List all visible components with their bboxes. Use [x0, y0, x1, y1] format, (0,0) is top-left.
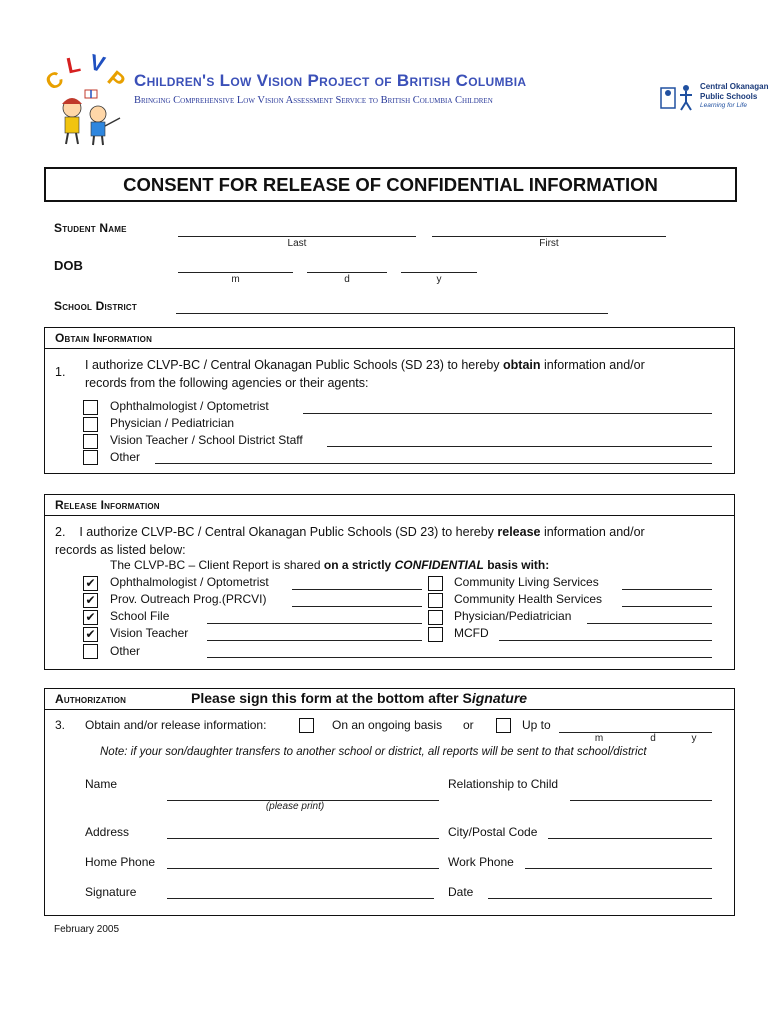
obtain-checkbox-other[interactable]: [83, 450, 98, 465]
student-first-name-field[interactable]: [432, 236, 666, 237]
obtain-field-ophthalmologist[interactable]: [303, 413, 712, 414]
clvp-logo: [40, 48, 130, 148]
transfer-note: Note: if your son/daughter transfers to another school or district, all reports will be sent to that school/district: [100, 746, 647, 758]
release-label-physician: Physician/Pediatrician: [454, 609, 572, 623]
release-field-mcfd[interactable]: [499, 640, 712, 641]
dob-d-caption: d: [344, 274, 350, 285]
authorization-heading-bar: [45, 689, 734, 710]
ongoing-basis-checkbox[interactable]: [299, 718, 314, 733]
release-checkbox-school-file[interactable]: ✔: [83, 610, 98, 625]
org-subtitle: Bringing Comprehensive Low Vision Assessment Service to British Columbia Children: [134, 95, 493, 106]
shared-text-bold2: basis with:: [483, 558, 550, 572]
release-text-post: information and/or: [540, 525, 645, 539]
city-field[interactable]: [548, 838, 712, 839]
obtain-checkbox-ophthalmologist[interactable]: [83, 400, 98, 415]
date-field[interactable]: [488, 898, 712, 899]
authorization-heading: Authorization: [55, 692, 127, 706]
dob-day-field[interactable]: [307, 272, 387, 273]
student-name-label: Student Name: [54, 221, 127, 235]
dob-m-caption: m: [231, 274, 240, 285]
obtain-heading: Obtain Information: [55, 331, 153, 345]
release-checkbox-vision-teacher[interactable]: ✔: [83, 627, 98, 642]
ongoing-basis-label: On an ongoing basis: [332, 718, 443, 732]
release-label-ophthalmologist: Ophthalmologist / Optometrist: [110, 575, 269, 589]
obtain-heading-bar: [45, 328, 734, 349]
up-to-label: Up to: [522, 718, 551, 732]
release-text-line2: records as listed below:: [55, 543, 186, 557]
authorization-number: 3.: [55, 718, 66, 732]
logo-letter-c: C: [40, 65, 69, 96]
obtain-release-label: Obtain and/or release information:: [85, 718, 267, 732]
obtain-field-vision-teacher[interactable]: [327, 446, 712, 447]
obtain-label-ophthalmologist: Ophthalmologist / Optometrist: [110, 399, 269, 413]
first-caption: First: [539, 238, 559, 249]
obtain-statement: [85, 358, 645, 372]
date-label: Date: [448, 885, 474, 899]
obtain-text-pre: I authorize CLVP-BC / Central Okanagan Public Schools (SD 23) to hereby: [85, 358, 504, 372]
release-field-physician[interactable]: [587, 623, 712, 624]
release-checkbox-prcvi[interactable]: ✔: [83, 593, 98, 608]
release-checkbox-other[interactable]: [83, 644, 98, 659]
obtain-checkbox-vision-teacher[interactable]: [83, 434, 98, 449]
authorization-section: [44, 688, 735, 916]
release-heading-bar: [45, 495, 734, 516]
obtain-label-other: Other: [110, 450, 141, 464]
partner-emblem-icon: [660, 82, 696, 112]
release-label-community-health: Community Health Services: [454, 592, 603, 606]
name-label: Name: [85, 777, 118, 791]
obtain-checkbox-physician[interactable]: [83, 417, 98, 432]
release-checkbox-ophthalmologist[interactable]: ✔: [83, 576, 98, 591]
work-phone-field[interactable]: [525, 868, 712, 869]
release-label-community-living: Community Living Services: [454, 575, 599, 589]
sign-instruction-pre: Please sign this form at the bottom after S: [191, 690, 472, 706]
release-field-other[interactable]: [207, 657, 712, 658]
relationship-field[interactable]: [570, 800, 712, 801]
signature-field[interactable]: [167, 898, 434, 899]
dob-y-caption: y: [436, 274, 442, 285]
sign-instruction-italic: ignature: [471, 690, 528, 706]
release-statement: [55, 525, 645, 539]
release-checkbox-physician[interactable]: [428, 610, 443, 625]
address-field[interactable]: [167, 838, 439, 839]
release-label-prcvi: Prov. Outreach Prog.(PRCVI): [110, 592, 267, 606]
logo-letter-l: L: [64, 51, 83, 79]
release-number: 2.: [55, 525, 66, 539]
release-field-school-file[interactable]: [207, 623, 422, 624]
shared-text-bold: on a strictly: [323, 558, 395, 572]
logo-letter-v: V: [87, 49, 108, 78]
relationship-label: Relationship to Child: [448, 777, 559, 791]
release-label-mcfd: MCFD: [454, 626, 489, 640]
up-to-m-caption: m: [594, 733, 604, 744]
dob-label: DOB: [54, 258, 83, 273]
footer-date: February 2005: [54, 924, 120, 935]
dob-month-field[interactable]: [178, 272, 293, 273]
city-label: City/Postal Code: [448, 825, 538, 839]
address-label: Address: [85, 825, 130, 839]
shared-text-bold-italic: CONFIDENTIAL: [394, 558, 484, 572]
partner-logo: [660, 82, 769, 114]
work-phone-label: Work Phone: [448, 855, 514, 869]
partner-name-line1: Central Okanagan: [700, 82, 769, 91]
release-text-pre: I authorize CLVP-BC / Central Okanagan Public Schools (SD 23) to hereby: [79, 525, 498, 539]
release-field-ophthalmologist[interactable]: [292, 589, 422, 590]
obtain-text-bold: obtain: [503, 358, 541, 372]
org-title: Children's Low Vision Project of British Columbia: [134, 71, 527, 90]
release-label-school-file: School File: [110, 609, 170, 623]
school-district-label: School District: [54, 299, 137, 313]
school-district-field[interactable]: [176, 313, 608, 314]
shared-text-pre: The CLVP-BC – Client Report is shared: [110, 558, 324, 572]
release-section: [44, 494, 735, 670]
obtain-field-other[interactable]: [155, 463, 712, 464]
last-caption: Last: [287, 238, 307, 249]
please-print-caption: (please print): [265, 801, 325, 812]
release-field-community-health[interactable]: [622, 606, 712, 607]
obtain-label-vision-teacher: Vision Teacher / School District Staff: [110, 433, 303, 447]
up-to-checkbox[interactable]: [496, 718, 511, 733]
obtain-text-post: information and/or: [540, 358, 645, 372]
student-last-name-field[interactable]: [178, 236, 416, 237]
up-to-d-caption: d: [650, 733, 656, 744]
signature-label: Signature: [85, 885, 137, 899]
release-field-vision-teacher[interactable]: [207, 640, 422, 641]
up-to-y-caption: y: [691, 733, 697, 744]
release-checkbox-community-health[interactable]: [428, 593, 443, 608]
release-shared-statement: [110, 558, 549, 572]
release-field-prcvi[interactable]: [292, 606, 422, 607]
release-field-community-living[interactable]: [622, 589, 712, 590]
release-checkbox-community-living[interactable]: [428, 576, 443, 591]
sign-instruction: [191, 690, 527, 706]
partner-name-line2: Public Schools: [700, 92, 758, 101]
release-label-vision-teacher: Vision Teacher: [110, 626, 189, 640]
form-title-box: [44, 167, 737, 202]
obtain-label-physician: Physician / Pediatrician: [110, 416, 235, 430]
form-title: CONSENT FOR RELEASE OF CONFIDENTIAL INFORMATION: [123, 174, 658, 195]
or-label: or: [463, 718, 474, 732]
release-text-bold: release: [497, 525, 541, 539]
release-heading: Release Information: [55, 498, 160, 512]
partner-tagline: Learning for Life: [700, 102, 747, 109]
home-phone-label: Home Phone: [85, 855, 156, 869]
dob-year-field[interactable]: [401, 272, 477, 273]
obtain-number: 1.: [55, 365, 66, 379]
obtain-section: [44, 327, 735, 474]
obtain-text-line2: records from the following agencies or their agents:: [85, 376, 369, 390]
logo-letter-p: P: [102, 65, 130, 95]
release-checkbox-mcfd[interactable]: [428, 627, 443, 642]
release-label-other: Other: [110, 644, 141, 658]
home-phone-field[interactable]: [167, 868, 439, 869]
